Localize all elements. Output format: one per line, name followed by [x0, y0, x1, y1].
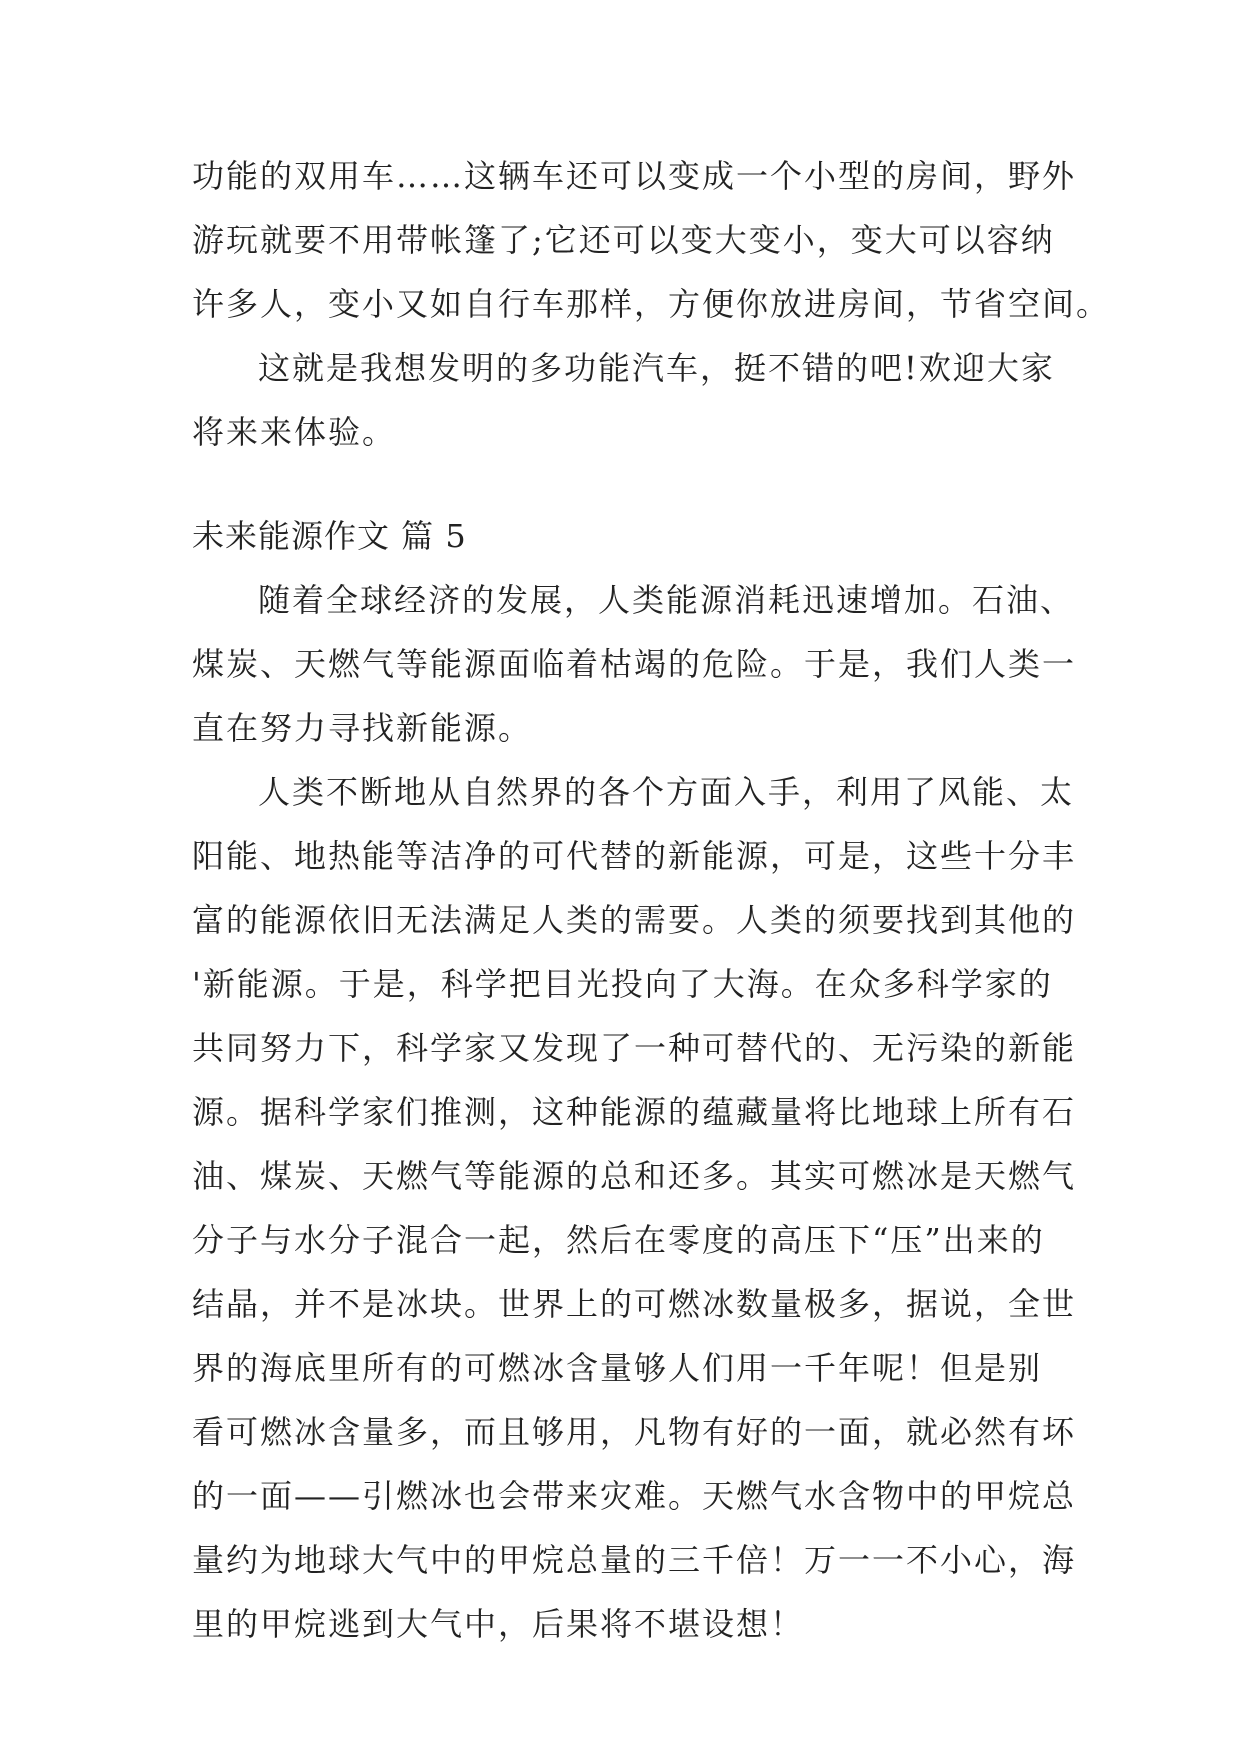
paragraph-line: 这就是我想发明的多功能汽车，挺不错的吧!欢迎大家 — [258, 349, 1055, 387]
paragraph-line: 共同努力下，科学家又发现了一种可替代的、无污染的新能 — [192, 1029, 1077, 1067]
paragraph-line: 煤炭、天燃气等能源面临着枯竭的危险。于是，我们人类一 — [192, 645, 1077, 683]
paragraph-line: 将来来体验。 — [192, 413, 397, 451]
section-heading: 未来能源作文 篇 5 — [192, 517, 467, 555]
paragraph-line: 富的能源依旧无法满足人类的需要。人类的须要找到其他的 — [192, 901, 1077, 939]
paragraph-line: 功能的双用车……这辆车还可以变成一个小型的房间，野外 — [192, 157, 1077, 195]
paragraph-line: '新能源。于是，科学把目光投向了大海。在众多科学家的 — [192, 965, 1053, 1003]
paragraph-line: 油、煤炭、天燃气等能源的总和还多。其实可燃冰是天燃气 — [192, 1157, 1077, 1195]
paragraph-line: 源。据科学家们推测，这种能源的蕴藏量将比地球上所有石 — [192, 1093, 1077, 1131]
paragraph-line: 量约为地球大气中的甲烷总量的三千倍！万一一不小心，海 — [192, 1541, 1077, 1579]
paragraph-line: 阳能、地热能等洁净的可代替的新能源，可是，这些十分丰 — [192, 837, 1077, 875]
paragraph-line: 游玩就要不用带帐篷了;它还可以变大变小，变大可以容纳 — [192, 221, 1055, 259]
paragraph-line: 人类不断地从自然界的各个方面入手，利用了风能、太 — [258, 773, 1075, 811]
paragraph-line: 看可燃冰含量多，而且够用，凡物有好的一面，就必然有坏 — [192, 1413, 1077, 1451]
paragraph-line: 随着全球经济的发展，人类能源消耗迅速增加。石油、 — [258, 581, 1075, 619]
paragraph-line: 里的甲烷逃到大气中，后果将不堪设想！ — [192, 1605, 805, 1643]
paragraph-line: 直在努力寻找新能源。 — [192, 709, 533, 747]
paragraph-line: 分子与水分子混合一起，然后在零度的高压下“压”出来的 — [192, 1221, 1045, 1259]
paragraph-line: 结晶，并不是冰块。世界上的可燃冰数量极多，据说，全世 — [192, 1285, 1077, 1323]
paragraph-line: 许多人，变小又如自行车那样，方便你放进房间，节省空间。 — [192, 285, 1111, 323]
paragraph-line: 的一面——引燃冰也会带来灾难。天燃气水含物中的甲烷总 — [192, 1477, 1077, 1515]
paragraph-line: 界的海底里所有的可燃冰含量够人们用一千年呢！但是别 — [192, 1349, 1043, 1387]
